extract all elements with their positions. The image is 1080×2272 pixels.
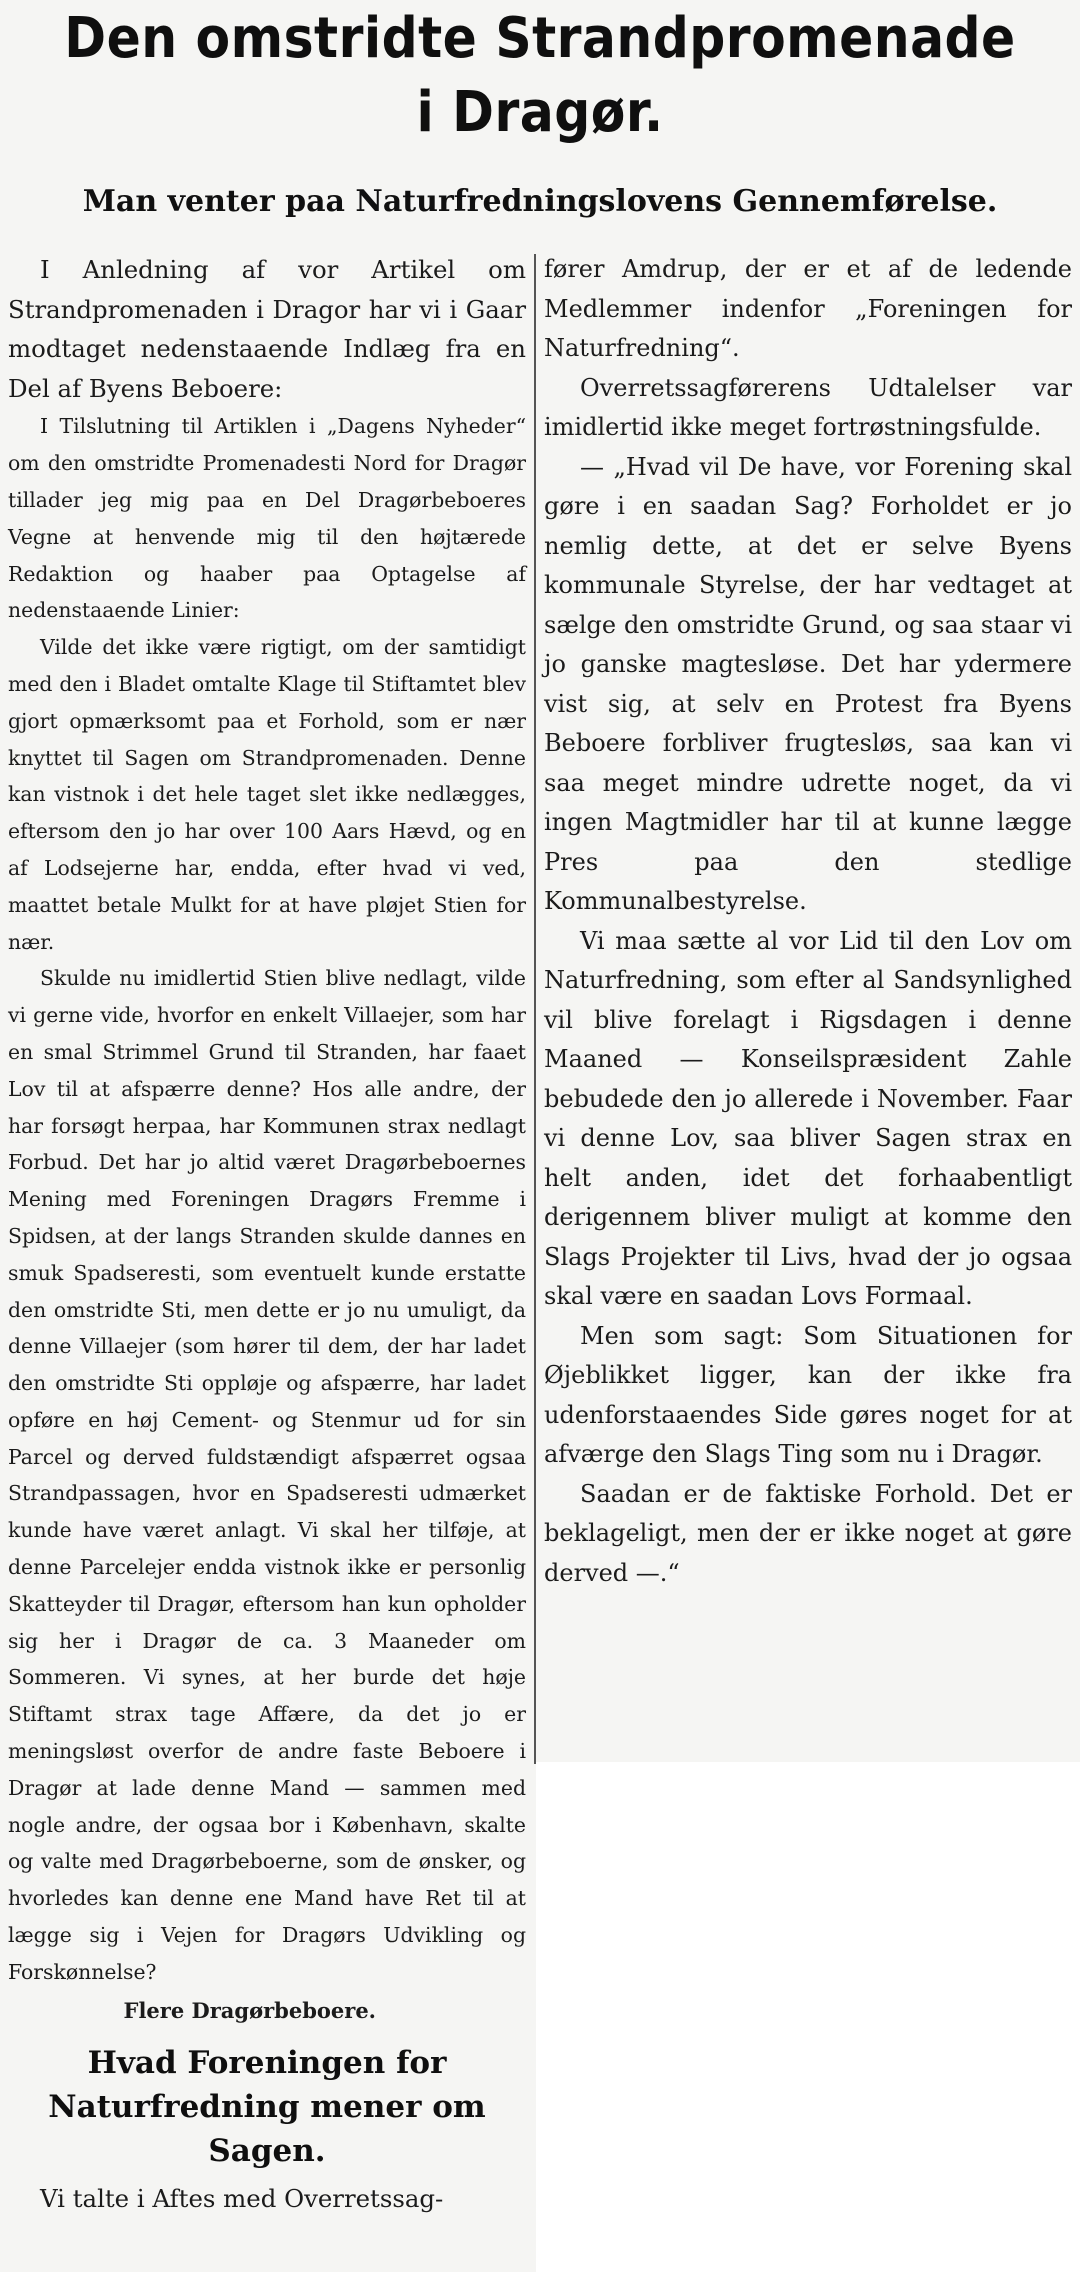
intro-paragraph: I Anledning af vor Artikel om Strandpromenaden i Dragor har vi i Gaar modtaget nedenstaaende Indlæg fra en Del af Byens Beboere: (8, 255, 526, 403)
section-paragraph-1: Vi talte i Aftes med Overretssag- (40, 2183, 444, 2213)
right-paragraph-2: Overretssagførerens Udtalelser var imidlertid ikke meget fortrøstningsfulde. (544, 373, 1072, 441)
letter-paragraph-1: I Tilslutning til Artiklen i „Dagens Nyheder“ om den omstridte Promenadesti Nord for Dragør tillader jeg mig paa en Del Dragørbeboeres Vegne at henvende mig til den højtærede Redaktion og haaber paa Optagelse af nedenstaaende Linier: (8, 414, 526, 623)
right-paragraph-1: fører Amdrup, der er et af de ledende Medlemmer indenfor „Foreningen for Naturfredning“. (544, 255, 1072, 362)
article-subheadline: Man venter paa Naturfredningslovens Gennemførelse. (82, 184, 998, 219)
left-column (8, 250, 526, 2218)
headline-line-1: Den omstridte Strandpromenade (64, 6, 1016, 71)
right-paragraph-3: — „Hvad vil De have, vor Forening skal gøre i en saadan Sag? Forholdet er jo nemlig dette, at det er selve Byens kommunale Styrelse, der har vedtaget at sælge den omstridte Grund, og saa staar vi jo ganske magtesløse. Det har ydermere vist sig, at selv en Protest fra Byens Beboere forbliver frugtesløs, saa kan vi saa meget mindre udrette noget, da vi ingen Magtmidler har til at kunne lægge Pres paa den stedlige Kommunalbestyrelse. (544, 452, 1072, 915)
right-paragraph-6: Saadan er de faktiske Forhold. Det er beklageligt, men der er ikke noget at gøre derved —.“ (544, 1479, 1072, 1587)
headline-line-2: i Dragør. (416, 80, 664, 145)
letter-paragraph-3: Skulde nu imidlertid Stien blive nedlagt, vilde vi gerne vide, hvorfor en enkelt Villaejer, som har en smal Strimmel Grund til Stranden, har faaet Lov til at afspærre denne? Hos alle andre, der har forsøgt herpaa, har Kommunen strax nedlagt Forbud. Det har jo altid været Dragørbeboernes Mening med Foreningen Dragørs Fremme i Spidsen, at der langs Stranden skulde dannes en smuk Spadseresti, som eventuelt kunde erstatte den omstridte Sti, men dette er jo nu umuligt, da denne Villaejer (som hører til dem, der har ladet den omstridte Sti oppløje og afspærre, har ladet opføre en høj Cement- og Stenmur ud for sin Parcel og derved fuldstændigt afspærret ogsaa Strandpassagen, hvor en Spadseresti udmærket kunde have været anlagt. Vi skal her tilføje, at denne Parcelejer endda vistnok ikke er personlig Skatteyder til Dragør, eftersom han kun opholder sig her i Dragør de ca. 3 Maaneder om Sommeren. Vi synes, at her burde det høje Stiftamt strax tage Affære, da det jo er meningsløst overfor de andre faste Beboere i Dragør at lade denne Mand — sammen med nogle andre, der ogsaa bor i København, skalte og valte med Dragørbeboerne, som de ønsker, og hvorledes kan denne ene Mand have Ret til at lægge sig i Vejen for Dragørs Udvikling og Forskønnelse? (8, 966, 526, 1984)
article-headline (54, 2, 1026, 150)
right-column (544, 250, 1072, 1593)
letter-signature: Flere Dragørbeboere. (123, 1997, 376, 2023)
right-paragraph-4: Vi maa sætte al vor Lid til den Lov om Naturfredning, som efter al Sandsynlighed vil blive forelagt i Rigsdagen i denne Maaned — Konseilspræsident Zahle bebudede den jo allerede i November. Faar vi denne Lov, saa bliver Sagen strax en helt anden, idet det forhaabentligt derigennem bliver muligt at komme den Slags Projekter til Livs, hvad der jo ogsaa skal være en saadan Lovs Formaal. (544, 926, 1072, 1310)
section-heading: Hvad Foreningen for Naturfredning mener om Sagen. (48, 2044, 486, 2169)
right-paragraph-5: Men som sagt: Som Situationen for Øjeblikket ligger, kan der ikke fra udenforstaaendes Side gøres noget for at afværge den Slags Ting som nu i Dragør. (544, 1321, 1072, 1468)
column-divider (534, 254, 536, 1764)
letter-paragraph-2: Vilde det ikke være rigtigt, om der samtidigt med den i Bladet omtalte Klage til Stiftamtet blev gjort opmærksomt paa et Forhold, som er nær knyttet til Sagen om Strandpromenaden. Denne kan vistnok i det hele taget slet ikke nedlægges, eftersom den jo har over 100 Aars Hævd, og en af Lodsejerne har, endda, efter hvad vi ved, maattet betale Mulkt for at have pløjet Stien for nær. (8, 635, 526, 954)
blank-area (536, 1762, 1080, 2272)
